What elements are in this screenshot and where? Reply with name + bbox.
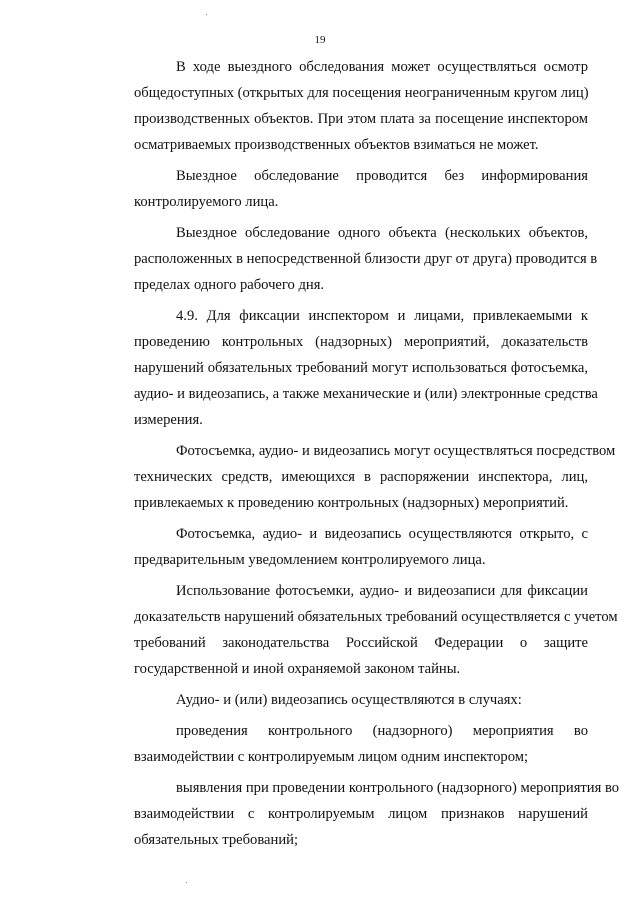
text-line: расположенных в непосредственной близости друг от друга) проводится в — [134, 251, 598, 267]
text-line: пределах одного рабочего дня. — [134, 277, 325, 293]
text-line: обязательных требований; — [134, 832, 299, 848]
paragraph-legal-requirements — [92, 578, 618, 682]
text-line: 4.9. Для фиксации инспектором и лицами, привлекаемыми к — [176, 308, 588, 324]
page-number: 19 — [314, 34, 326, 46]
text-line: Фотосъемка, аудио- и видеозапись могут осуществляться посредством — [176, 443, 616, 459]
text-line: измерения. — [134, 412, 203, 428]
scan-speck — [186, 882, 187, 883]
text-line: доказательств нарушений обязательных требований осуществляется с учетом — [134, 609, 618, 625]
paragraph-case-one-inspector — [92, 718, 588, 770]
text-line: выявления при проведении контрольного (надзорного) мероприятия во — [176, 780, 620, 796]
scan-speck — [206, 14, 207, 15]
text-line: общедоступных (открытых для посещения неограниченным кругом лиц) — [134, 85, 589, 101]
text-line: аудио- и видеозапись, а также механические и (или) электронные средства — [134, 386, 598, 402]
text-line: требований законодательства Российской Федерации о защите — [134, 635, 588, 651]
paragraph-inspection-scope — [92, 54, 588, 158]
paragraph-cases-intro — [92, 687, 588, 713]
text-line: осматриваемых производственных объектов взиматься не может. — [134, 137, 539, 153]
paragraph-technical-means — [92, 438, 616, 516]
text-line: проведению контрольных (надзорных) мероприятий, доказательств — [134, 334, 588, 350]
text-line: Использование фотосъемки, аудио- и видеозаписи для фиксации — [176, 583, 588, 599]
paragraph-section-4-9 — [92, 303, 598, 433]
text-line: Выездное обследование одного объекта (нескольких объектов, — [176, 225, 588, 241]
paragraph-case-violations — [92, 775, 620, 853]
paragraph-open-recording — [92, 521, 588, 573]
text-line: контролируемого лица. — [134, 194, 279, 210]
text-line: взаимодействии с контролируемым лицом признаков нарушений — [134, 806, 588, 822]
text-line: В ходе выездного обследования может осуществляться осмотр — [176, 59, 588, 75]
text-line: технических средств, имеющихся в распоряжении инспектора, лиц, — [134, 469, 588, 485]
text-line: Аудио- и (или) видеозапись осуществляются в случаях: — [176, 692, 522, 708]
text-line: производственных объектов. При этом плата за посещение инспектором — [134, 111, 588, 127]
text-line: нарушений обязательных требований могут использоваться фотосъемка, — [134, 360, 588, 376]
text-line: государственной и иной охраняемой законом тайны. — [134, 661, 461, 677]
document-body — [92, 54, 620, 853]
text-line: взаимодействии с контролируемым лицом одним инспектором; — [134, 749, 529, 765]
text-line: Выездное обследование проводится без информирования — [176, 168, 588, 184]
text-line: проведения контрольного (надзорного) мероприятия во — [176, 723, 588, 739]
text-line: предварительным уведомлением контролируемого лица. — [134, 552, 486, 568]
text-line: привлекаемых к проведению контрольных (надзорных) мероприятий. — [134, 495, 569, 511]
paragraph-no-notification — [92, 163, 588, 215]
text-line: Фотосъемка, аудио- и видеозапись осуществляются открыто, с — [176, 526, 588, 542]
paragraph-duration — [92, 220, 598, 298]
